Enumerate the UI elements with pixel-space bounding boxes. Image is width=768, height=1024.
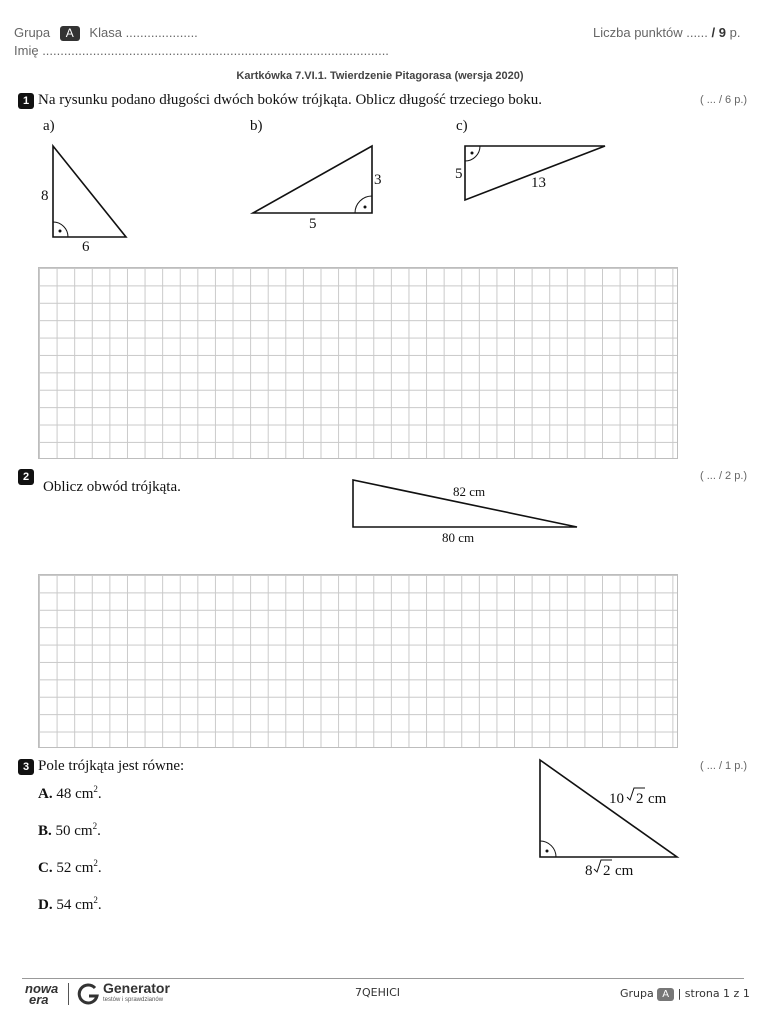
q2-answer-grid[interactable]: [38, 574, 678, 748]
generator-subtitle: testów i sprawdzianów: [103, 997, 164, 1003]
question-2-number: 2: [18, 469, 34, 485]
name-field[interactable]: ................................................................................................: [42, 43, 389, 58]
option-c-end: .: [97, 860, 102, 876]
q3-hyp-root: 2: [636, 791, 644, 807]
group-row: [14, 25, 198, 41]
nowa-era-logo: [25, 983, 58, 1005]
page-title: Kartkówka 7.VI.1. Twierdzenie Pitagorasa (wersja 2020): [236, 70, 524, 82]
option-d-value: 54 cm: [56, 897, 94, 913]
option-d-letter: D.: [38, 897, 53, 913]
question-3-text: Pole trójkąta jest równe:: [38, 758, 185, 774]
q1-label-a: a): [43, 118, 55, 134]
generator-title: Generator: [103, 980, 170, 996]
option-b-value: 50 cm: [55, 823, 93, 839]
test-code: 7QEHICI: [355, 986, 401, 999]
logo-era: era: [29, 992, 49, 1007]
option-a-exp: 2: [93, 784, 98, 794]
group-label: Grupa: [14, 25, 51, 40]
q3-hyp-coef: 10: [609, 791, 624, 807]
class-label: Klasa: [89, 25, 122, 40]
triangle-q2-base: 80 cm: [442, 530, 475, 545]
option-b-exp: 2: [92, 821, 98, 831]
generator-g-icon: [77, 982, 101, 1006]
footer-page-info: [620, 987, 750, 1001]
option-c-letter: C.: [38, 860, 53, 876]
option-a-end: .: [97, 786, 102, 802]
question-1-points: ( ... / 6 p.): [700, 94, 748, 106]
question-2-points: ( ... / 2 p.): [700, 470, 748, 482]
triangle-a: [36, 138, 136, 258]
answer-option-b[interactable]: [38, 821, 101, 840]
q1-label-c: c): [456, 118, 468, 134]
q3-base-unit: cm: [615, 863, 634, 879]
name-row: [14, 43, 389, 58]
option-b-end: .: [97, 823, 101, 839]
points-sep: /: [711, 25, 716, 40]
triangle-q2-hypotenuse: 82 cm: [453, 484, 486, 499]
group-badge: A: [60, 26, 80, 41]
logo-nowa: nowa: [25, 981, 59, 996]
footer-page-number: | strona 1 z 1: [677, 987, 750, 1000]
triangle-c-side-13: 13: [531, 175, 546, 191]
question-2-text: Oblicz obwód trójkąta.: [43, 479, 181, 495]
footer-divider: [22, 978, 744, 979]
points-max: 9: [718, 25, 727, 40]
points-label: Liczba punktów ......: [593, 25, 708, 40]
answer-option-d[interactable]: [38, 895, 102, 914]
option-d-exp: 2: [93, 895, 98, 905]
option-a-value: 48 cm: [56, 786, 94, 802]
triangle-a-side-8: 8: [41, 188, 49, 204]
q1-label-b: b): [250, 118, 263, 134]
question-3-points: ( ... / 1 p.): [700, 760, 748, 772]
q1-answer-grid[interactable]: [38, 267, 678, 459]
triangle-b-side-5: 5: [309, 216, 317, 232]
triangle-b-side-3: 3: [374, 172, 382, 188]
points-unit: p.: [729, 25, 741, 40]
triangle-b: [245, 138, 395, 238]
footer-group-label: Grupa: [620, 987, 654, 1000]
question-3-number: 3: [18, 759, 34, 775]
triangle-a-side-6: 6: [82, 239, 90, 255]
triangle-q3-hypotenuse: [609, 788, 667, 807]
points-total: [593, 25, 740, 40]
answer-option-c[interactable]: [38, 858, 102, 877]
name-label: Imię: [14, 43, 39, 58]
triangle-c-side-5: 5: [455, 166, 463, 182]
logo-separator: [68, 983, 69, 1005]
q3-hyp-unit: cm: [648, 791, 667, 807]
option-c-exp: 2: [93, 858, 98, 868]
triangle-q3-base: [585, 860, 634, 879]
class-field[interactable]: ....................: [125, 25, 198, 40]
triangle-q2: [345, 472, 585, 552]
option-a-letter: A.: [38, 786, 53, 802]
answer-option-a[interactable]: [38, 784, 102, 803]
q3-base-coef: 8: [585, 863, 593, 879]
question-1-number: 1: [18, 93, 34, 109]
option-d-end: .: [97, 897, 102, 913]
question-1-text: Na rysunku podano długości dwóch boków trójkąta. Oblicz długość trzeciego boku.: [38, 92, 543, 108]
footer-group-badge: A: [657, 988, 674, 1001]
triangle-c: [452, 138, 612, 208]
q3-base-root: 2: [603, 863, 611, 879]
generator-logo: [103, 981, 170, 1004]
option-b-letter: B.: [38, 823, 52, 839]
triangle-q3: [532, 752, 692, 882]
option-c-value: 52 cm: [56, 860, 94, 876]
